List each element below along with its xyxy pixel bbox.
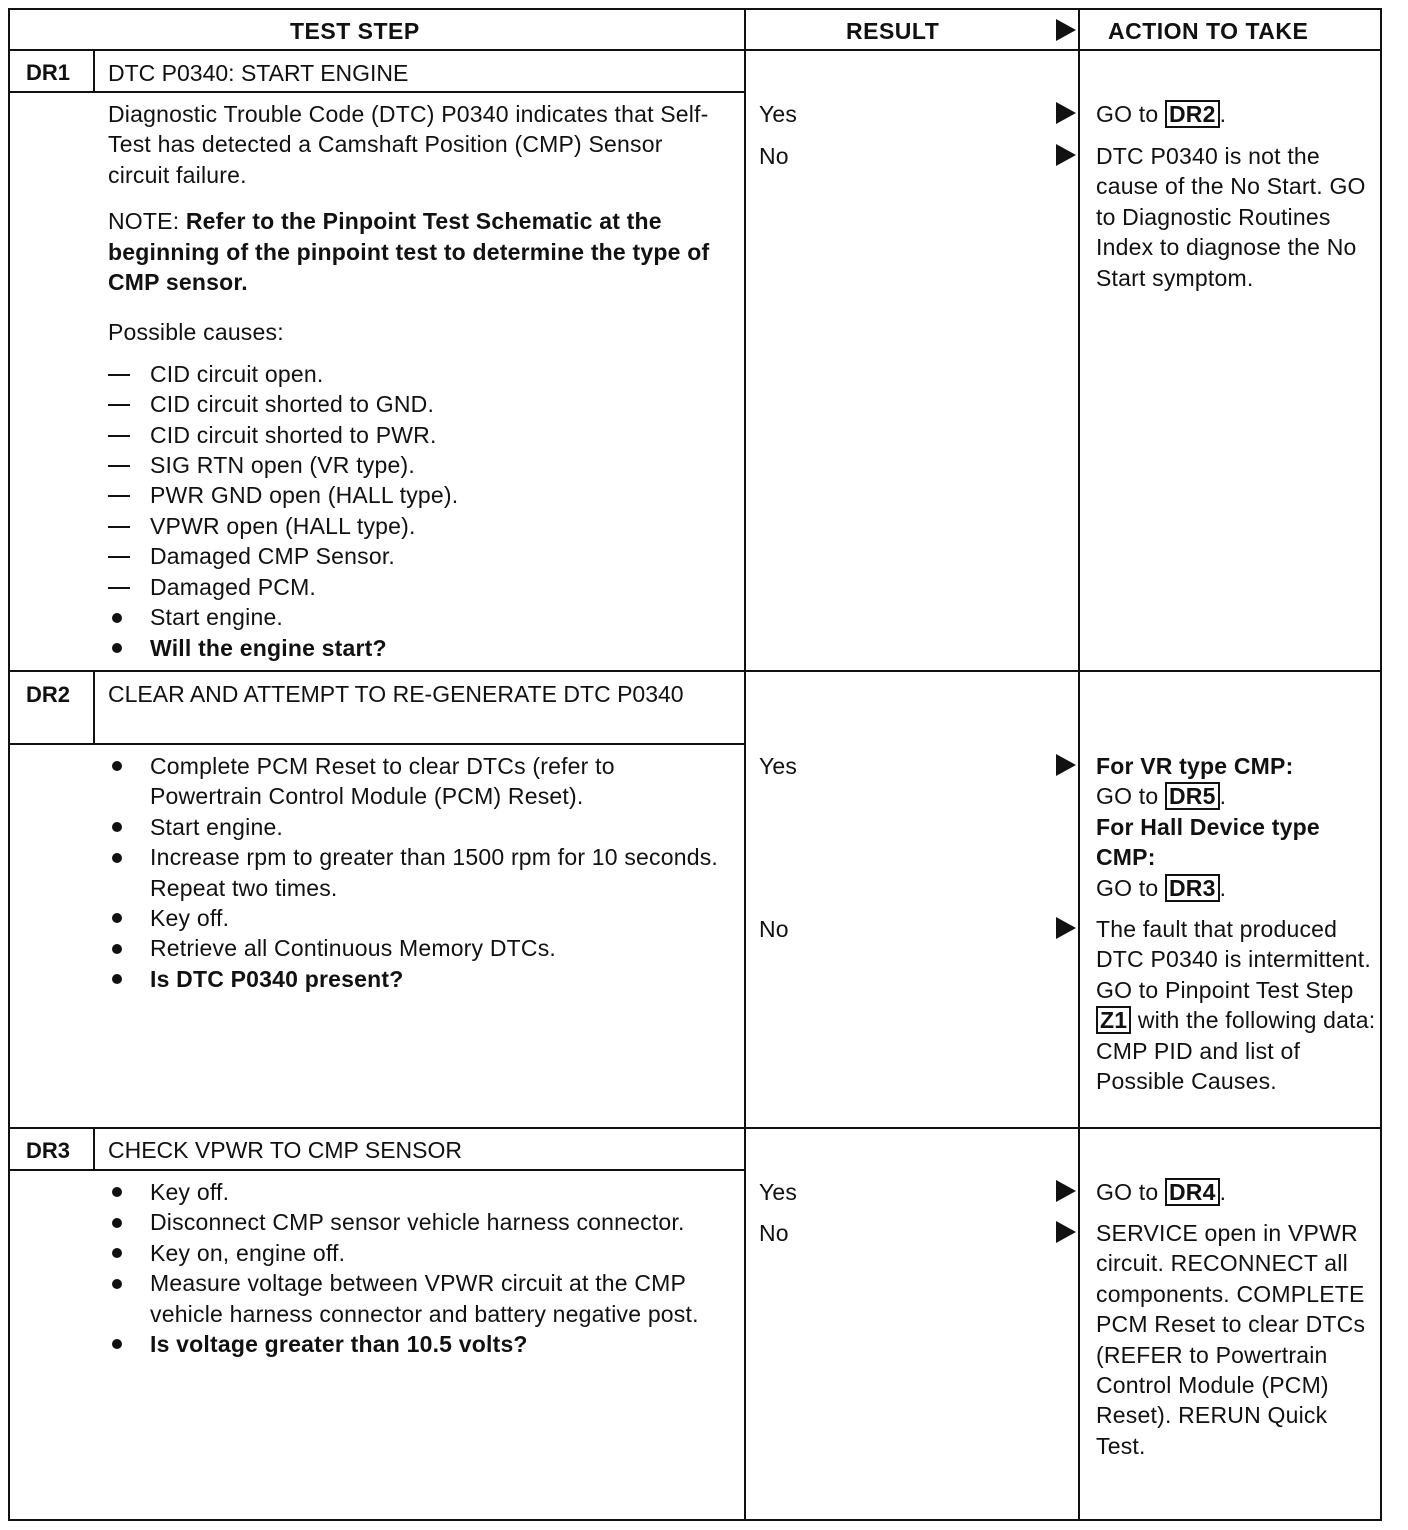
header-arrow-icon <box>1056 19 1076 41</box>
dr2-code-divider <box>93 670 95 743</box>
dr2-title-underline <box>10 743 744 745</box>
dr1-causes-list <box>108 359 720 663</box>
list-item: Damaged PCM. <box>108 572 720 602</box>
list-item: Start engine. <box>108 602 720 632</box>
dr1-note <box>108 206 720 297</box>
step-ref-z1[interactable]: Z1 <box>1096 1006 1131 1034</box>
bullet-icon <box>112 822 122 832</box>
dr1-title-underline <box>10 91 744 93</box>
dr2-result-yes: Yes <box>759 753 798 779</box>
dr1-no-action: DTC P0340 is not the cause of the No Start. GO to Diagnostic Routines Index to diagnose the No Start symptom. <box>1096 143 1366 291</box>
dr1-description <box>108 99 720 663</box>
dr3-no-action: SERVICE open in VPWR circuit. RECONNECT all components. COMPLETE PCM Reset to clear DTCs (REFER to Powertrain Control Module (PCM) Reset). RERUN Quick Test. <box>1096 1220 1366 1459</box>
dash-icon <box>108 404 130 406</box>
dr1-paragraph: Diagnostic Trouble Code (DTC) P0340 indicates that Self-Test has detected a Camshaft Position (CMP) Sensor circuit failure. <box>108 101 709 188</box>
header-divider <box>10 49 1380 51</box>
list-item: CID circuit open. <box>108 359 720 389</box>
dash-icon <box>108 465 130 467</box>
dash-icon <box>108 495 130 497</box>
list-item: Increase rpm to greater than 1500 rpm for 10 seconds. Repeat two times. <box>108 842 728 903</box>
dr2-yes-arrow-icon <box>1056 754 1076 776</box>
dr1-causes-label: Possible causes: <box>108 319 284 346</box>
list-item: Key off. <box>108 1177 728 1207</box>
dr2-yes-action <box>1096 751 1374 903</box>
list-item: Key on, engine off. <box>108 1238 728 1268</box>
bullet-icon <box>112 1339 122 1349</box>
list-item: Complete PCM Reset to clear DTCs (refer to Powertrain Control Module (PCM) Reset). <box>108 751 728 812</box>
list-item: Is DTC P0340 present? <box>108 964 728 994</box>
step-ref-dr4[interactable]: DR4 <box>1165 1178 1220 1206</box>
dr2-hall-goto: GO to DR3 . <box>1096 874 1227 901</box>
dr1-no-arrow-icon <box>1056 144 1076 166</box>
bullet-icon <box>112 761 122 771</box>
list-item: SIG RTN open (VR type). <box>108 450 720 480</box>
header-test-step: TEST STEP <box>290 18 420 44</box>
dr1-code-divider <box>93 49 95 91</box>
dr1-note-text: Refer to the Pinpoint Test Schematic at the beginning of the pinpoint test to determine the type of CMP sensor. <box>108 208 710 296</box>
step-ref-dr3[interactable]: DR3 <box>1165 874 1220 902</box>
bullet-icon <box>112 643 122 653</box>
dr2-result-no: No <box>759 916 789 942</box>
header-result: RESULT <box>846 18 940 44</box>
dr3-result-no: No <box>759 1220 789 1246</box>
bullet-icon <box>112 613 122 623</box>
dr1-result-yes: Yes <box>759 101 798 127</box>
bullet-icon <box>112 974 122 984</box>
list-item: Retrieve all Continuous Memory DTCs. <box>108 933 728 963</box>
row-divider-dr1 <box>10 670 1380 672</box>
step-code-dr1: DR1 <box>26 60 71 85</box>
dr3-yes-arrow-icon <box>1056 1180 1076 1202</box>
dr3-title-underline <box>10 1169 744 1171</box>
step-code-dr3: DR3 <box>26 1138 71 1163</box>
dr3-no-arrow-icon <box>1056 1221 1076 1243</box>
diagnostic-table <box>8 8 1382 1521</box>
dr1-note-prefix: NOTE: <box>108 208 186 235</box>
list-item: Start engine. <box>108 812 728 842</box>
bullet-icon <box>112 1218 122 1228</box>
bullet-icon <box>112 913 122 923</box>
bullet-icon <box>112 944 122 954</box>
step-title-dr1: DTC P0340: START ENGINE <box>108 60 409 86</box>
col-divider-action <box>1078 10 1080 1519</box>
dr2-steps-list <box>108 751 728 994</box>
list-item: PWR GND open (HALL type). <box>108 480 720 510</box>
list-item: Will the engine start? <box>108 633 720 663</box>
dash-icon <box>108 374 130 376</box>
step-title-dr2: CLEAR AND ATTEMPT TO RE-GENERATE DTC P0340 <box>108 681 684 707</box>
step-ref-dr2[interactable]: DR2 <box>1165 100 1220 128</box>
dr2-vr-goto: GO to DR5 . <box>1096 783 1227 810</box>
list-item: CID circuit shorted to GND. <box>108 389 720 419</box>
bullet-icon <box>112 1279 122 1289</box>
dr2-hall-label: For Hall Device type CMP: <box>1096 813 1320 871</box>
dr2-no-arrow-icon <box>1056 917 1076 939</box>
step-ref-dr5[interactable]: DR5 <box>1165 782 1220 810</box>
bullet-icon <box>112 1248 122 1258</box>
list-item: Measure voltage between VPWR circuit at the CMP vehicle harness connector and battery negative post. <box>108 1268 728 1329</box>
dash-icon <box>108 526 130 528</box>
list-item: Key off. <box>108 903 728 933</box>
dash-icon <box>108 556 130 558</box>
header-action: ACTION TO TAKE <box>1108 18 1309 44</box>
list-item: CID circuit shorted to PWR. <box>108 420 720 450</box>
dr3-code-divider <box>93 1127 95 1169</box>
col-divider-result <box>744 10 746 1519</box>
list-item: Damaged CMP Sensor. <box>108 541 720 571</box>
step-code-dr2: DR2 <box>26 682 71 707</box>
bullet-icon <box>112 1187 122 1197</box>
list-item: Is voltage greater than 10.5 volts? <box>108 1329 728 1359</box>
dash-icon <box>108 435 130 437</box>
dr3-result-yes: Yes <box>759 1179 798 1205</box>
bullet-icon <box>112 853 122 863</box>
dr1-yes-arrow-icon <box>1056 102 1076 124</box>
dash-icon <box>108 587 130 589</box>
row-divider-dr2 <box>10 1127 1380 1129</box>
dr1-result-no: No <box>759 143 789 169</box>
dr2-vr-label: For VR type CMP: <box>1096 753 1294 779</box>
list-item: VPWR open (HALL type). <box>108 511 720 541</box>
dr1-yes-action: GO to DR2 . <box>1096 101 1227 127</box>
step-title-dr3: CHECK VPWR TO CMP SENSOR <box>108 1137 463 1163</box>
dr3-yes-action: GO to DR4 . <box>1096 1179 1227 1205</box>
dr3-steps-list <box>108 1177 728 1359</box>
dr2-no-action: The fault that produced DTC P0340 is intermittent. GO to Pinpoint Test Step Z1 with the following data: CMP PID and list of Possible Causes. <box>1096 916 1376 1095</box>
list-item: Disconnect CMP sensor vehicle harness connector. <box>108 1207 728 1237</box>
